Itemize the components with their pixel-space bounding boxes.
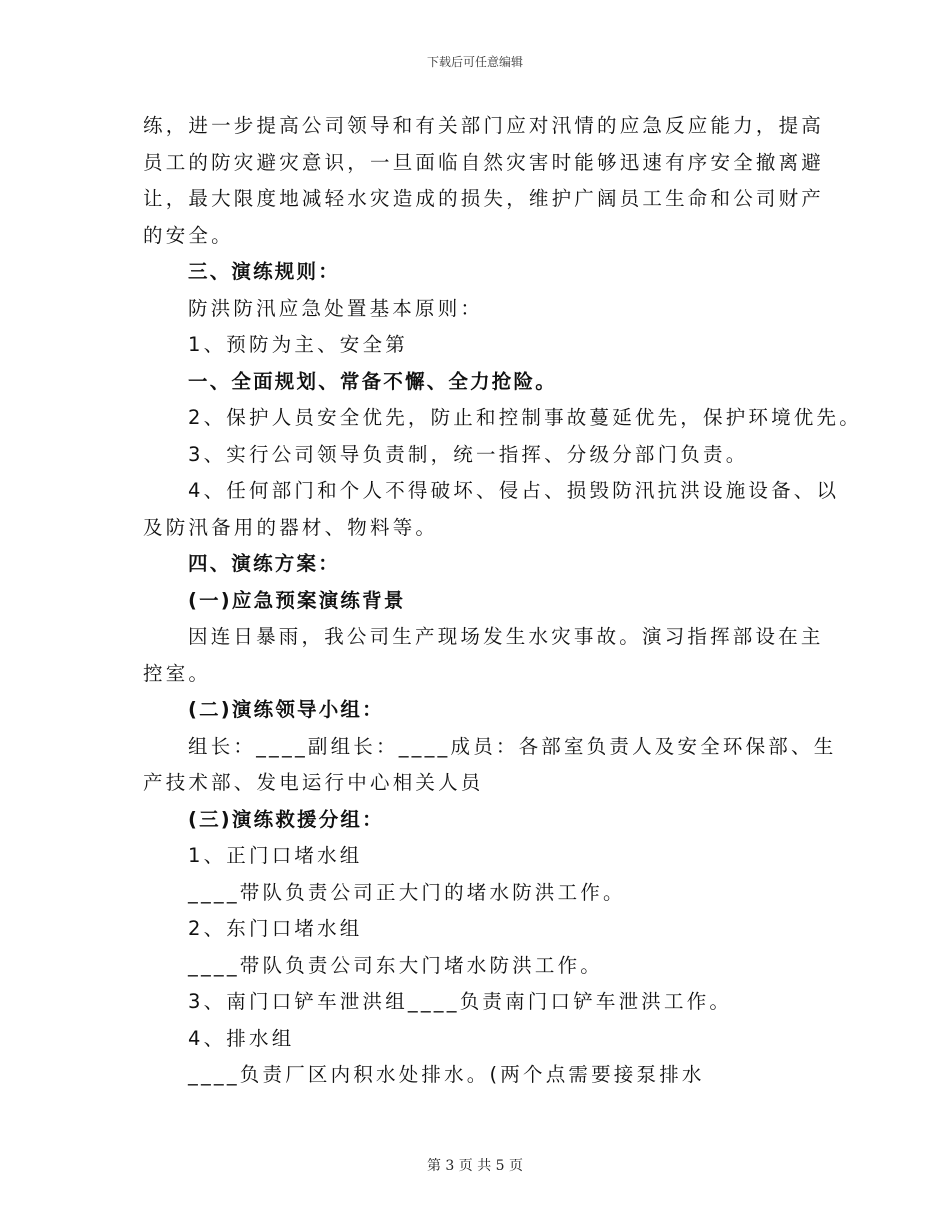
section-heading: (二)演练领导小组： — [188, 698, 384, 721]
paragraph-line: 3、南门口铲车泄洪组____负责南门口铲车泄洪工作。 — [188, 990, 733, 1013]
paragraph-line: 4、任何部门和个人不得破坏、侵占、损毁防汛抗洪设施设备、以 — [188, 479, 840, 502]
section-heading: (一)应急预案演练背景 — [188, 588, 406, 612]
section-heading: 四、演练方案： — [188, 552, 340, 575]
paragraph-line: 2、保护人员安全优先，防止和控制事故蔓延优先，保护环境优先。 — [188, 406, 862, 429]
paragraph-line: 控室。 — [143, 661, 212, 685]
page-footer: 第 3 页 共 5 页 — [426, 1158, 524, 1174]
paragraph-line: ____负责厂区内积水处排水。(两个点需要接泵排水 — [188, 1063, 705, 1086]
paragraph-line: 练，进一步提高公司领导和有关部门应对汛情的应急反应能力，提高 — [143, 114, 825, 137]
paragraph-line: 防洪防汛应急处置基本原则： — [188, 296, 484, 320]
section-heading: 三、演练规则： — [188, 260, 340, 283]
page-header: 下载后可任意编辑 — [426, 55, 523, 69]
paragraph-line: 2、东门口堵水组 — [188, 917, 363, 940]
paragraph-line: ____带队负责公司东大门堵水防洪工作。 — [188, 953, 604, 977]
document-body — [143, 108, 862, 1094]
paragraph-line: 因连日暴雨，我公司生产现场发生水灾事故。演习指挥部设在主 — [188, 625, 824, 648]
paragraph-line: 及防汛备用的器材、物料等。 — [143, 515, 439, 539]
section-heading: (三)演练救援分组： — [188, 807, 384, 831]
paragraph-line: 员工的防灾避灾意识，一旦面临自然灾害时能够迅速有序安全撤离避 — [143, 150, 825, 174]
paragraph-line: 4、排水组 — [188, 1026, 295, 1050]
paragraph-line: 让，最大限度地减轻水灾造成的损失，维护广阔员工生命和公司财产 — [143, 187, 825, 210]
section-heading: 一、全面规划、常备不懈、全力抢险。 — [188, 369, 557, 393]
paragraph-line: 1、正门口堵水组 — [188, 844, 363, 867]
paragraph-line: ____带队负责公司正大门的堵水防洪工作。 — [188, 880, 626, 904]
paragraph-line: 的安全。 — [143, 223, 234, 247]
paragraph-line: 产技术部、发电运行中心相关人员 — [143, 771, 484, 794]
paragraph-line: 1、预防为主、安全第 — [188, 333, 408, 356]
paragraph-line: 3、实行公司领导负责制，统一指挥、分级分部门负责。 — [188, 442, 749, 466]
paragraph-line: 组长：____副组长：____成员：各部室负责人及安全环保部、生 — [188, 734, 837, 758]
